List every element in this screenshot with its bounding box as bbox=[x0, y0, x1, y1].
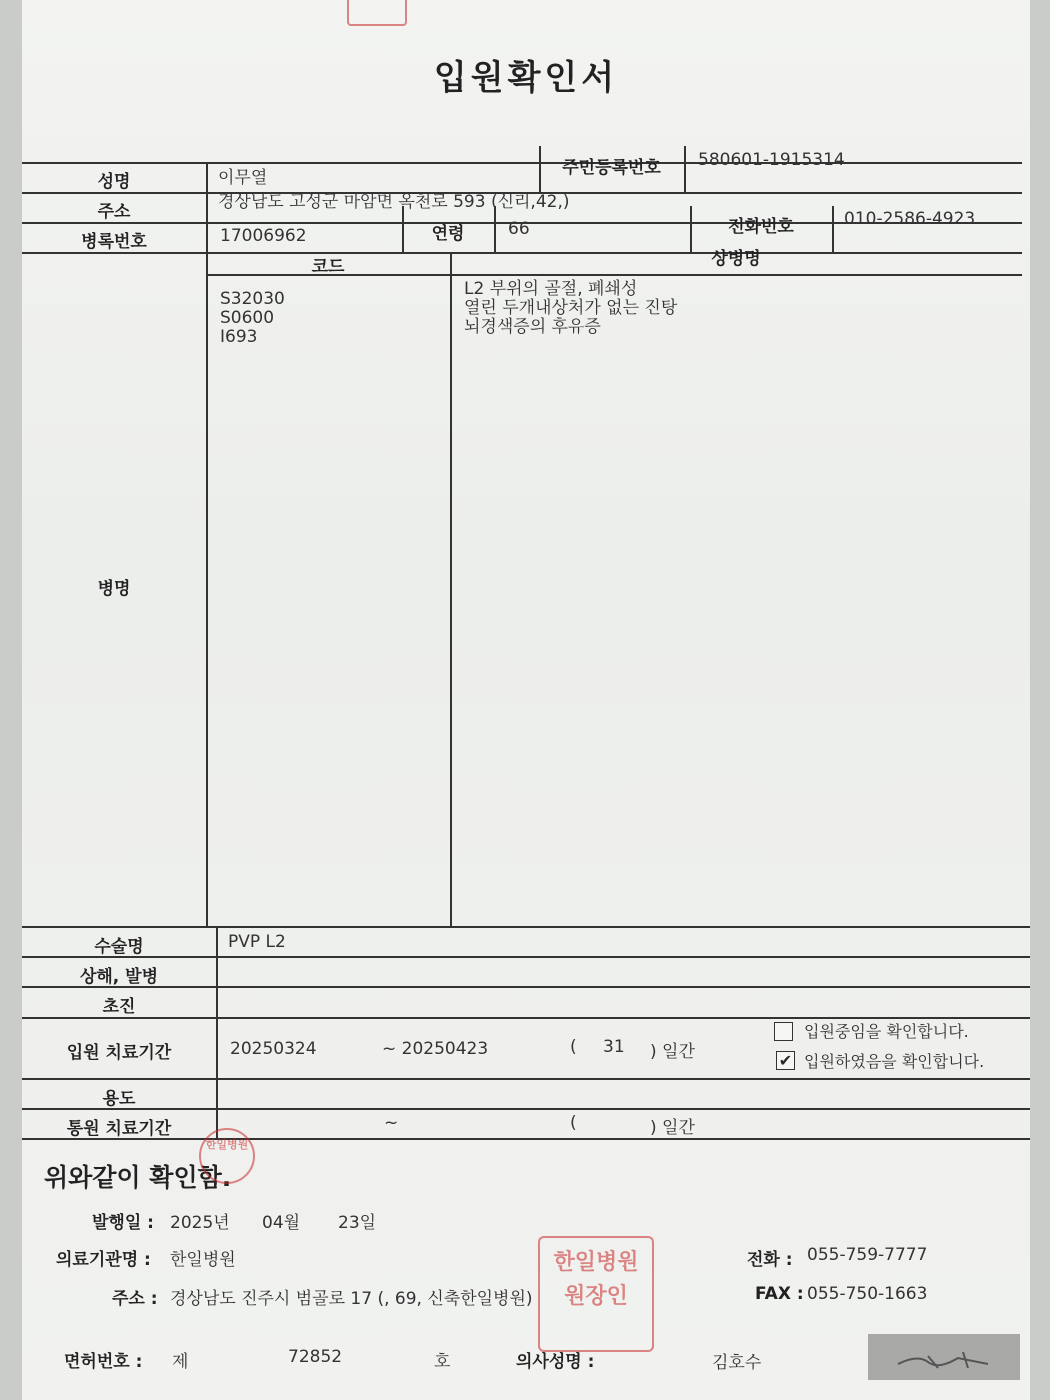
outpatient-open-paren: ( bbox=[570, 1113, 577, 1133]
address-label: 주소 bbox=[97, 202, 131, 222]
rrn-value: 580601-1915314 bbox=[698, 150, 845, 170]
document-page bbox=[22, 0, 1030, 1400]
hospital-seal-text: 한일병원원장인 bbox=[553, 1250, 639, 1309]
code-list bbox=[220, 290, 285, 347]
diagnosis-item: 뇌경색증의 후유증 bbox=[464, 317, 601, 337]
confirm-text: 위와같이 확인함. bbox=[44, 1163, 232, 1192]
doctor-name-label: 의사성명 : bbox=[516, 1352, 595, 1372]
rule bbox=[22, 926, 1030, 928]
completed-label: 입원하였음을 확인합니다. bbox=[804, 1052, 985, 1071]
diagnosis-list bbox=[464, 280, 677, 337]
age-label: 연령 bbox=[431, 224, 465, 244]
name-label: 성명 bbox=[97, 172, 131, 192]
institution-address: 경상남도 진주시 범골로 17 (, 69, 신축한일병원) bbox=[170, 1289, 533, 1309]
record-no-label: 병록번호 bbox=[81, 232, 147, 252]
license-number: 72852 bbox=[288, 1347, 343, 1367]
surgery-value: PVP L2 bbox=[228, 932, 286, 952]
inpatient-period-label: 입원 치료기간 bbox=[66, 1043, 172, 1063]
injury-label: 상해, 발병 bbox=[79, 967, 159, 987]
institution-address-label: 주소 : bbox=[112, 1289, 158, 1309]
fax-label: FAX : bbox=[755, 1284, 804, 1304]
signature-scribble bbox=[868, 1334, 1020, 1380]
name-value: 이무열 bbox=[218, 168, 268, 188]
license-suffix: 호 bbox=[434, 1352, 451, 1372]
first-visit-label: 초진 bbox=[102, 997, 136, 1017]
code-item: S32030 bbox=[220, 289, 285, 309]
outpatient-tilde: ~ bbox=[384, 1113, 399, 1133]
institution-phone-label: 전화 : bbox=[747, 1250, 793, 1270]
issue-day: 23일 bbox=[338, 1213, 377, 1233]
surgery-label: 수술명 bbox=[94, 937, 144, 957]
inpatient-end: ~ 20250423 bbox=[382, 1039, 489, 1059]
doctor-name: 김호수 bbox=[712, 1353, 762, 1373]
top-stamp-fragment bbox=[347, 0, 407, 26]
record-no-value: 17006962 bbox=[220, 226, 307, 246]
code-item: I693 bbox=[220, 327, 258, 347]
address-value: 경상남도 고성군 마암면 옥천로 593 (신리,42,) bbox=[218, 192, 570, 212]
completed-checkbox[interactable] bbox=[776, 1051, 795, 1070]
checkmark-icon: ✔ bbox=[778, 1051, 793, 1070]
in-progress-label: 입원중임을 확인합니다. bbox=[804, 1022, 969, 1041]
diagnosis-item: L2 부위의 골절, 폐쇄성 bbox=[464, 279, 638, 299]
license-prefix: 제 bbox=[172, 1352, 189, 1372]
document-title: 입원확인서 bbox=[433, 58, 619, 98]
disease-label: 병명 bbox=[97, 579, 131, 599]
in-progress-checkbox[interactable] bbox=[774, 1022, 793, 1041]
institution-name: 한일병원 bbox=[170, 1250, 236, 1270]
outpatient-days-suffix: ) 일간 bbox=[650, 1118, 695, 1138]
diagnosis-item: 열린 두개내상처가 없는 진탕 bbox=[464, 298, 678, 318]
outpatient-period-label: 통원 치료기간 bbox=[66, 1119, 172, 1139]
inpatient-days: 31 bbox=[603, 1037, 625, 1057]
small-seal-text: 한일병원 bbox=[205, 1138, 249, 1151]
small-seal-stamp bbox=[199, 1128, 255, 1184]
issue-year: 2025년 bbox=[170, 1213, 230, 1233]
fax-value: 055-750-1663 bbox=[807, 1284, 928, 1304]
phone-value: 010-2586-4923 bbox=[844, 209, 976, 229]
institution-phone: 055-759-7777 bbox=[807, 1245, 928, 1265]
issue-month: 04월 bbox=[262, 1213, 301, 1233]
rule bbox=[216, 926, 218, 1138]
rule bbox=[22, 162, 1022, 164]
institution-name-label: 의료기관명 : bbox=[56, 1250, 151, 1270]
code-item: S0600 bbox=[220, 308, 275, 328]
purpose-label: 용도 bbox=[102, 1089, 136, 1109]
signature-image bbox=[868, 1334, 1020, 1380]
hospital-seal-stamp bbox=[538, 1236, 654, 1352]
rule bbox=[684, 146, 686, 192]
phone-label: 전화번호 bbox=[728, 217, 794, 237]
inpatient-days-suffix: ) 일간 bbox=[650, 1042, 695, 1062]
issue-label: 발행일 : bbox=[92, 1213, 154, 1233]
license-label: 면허번호 : bbox=[64, 1352, 143, 1372]
disease-name-header: 상병명 bbox=[711, 249, 761, 269]
rule bbox=[450, 252, 452, 926]
code-header: 코드 bbox=[311, 257, 345, 277]
rule bbox=[22, 1078, 1030, 1080]
rrn-label: 주민등록번호 bbox=[562, 158, 661, 178]
inpatient-start: 20250324 bbox=[230, 1039, 317, 1059]
inpatient-open-paren: ( bbox=[570, 1037, 577, 1057]
age-value: 66 bbox=[508, 219, 530, 239]
